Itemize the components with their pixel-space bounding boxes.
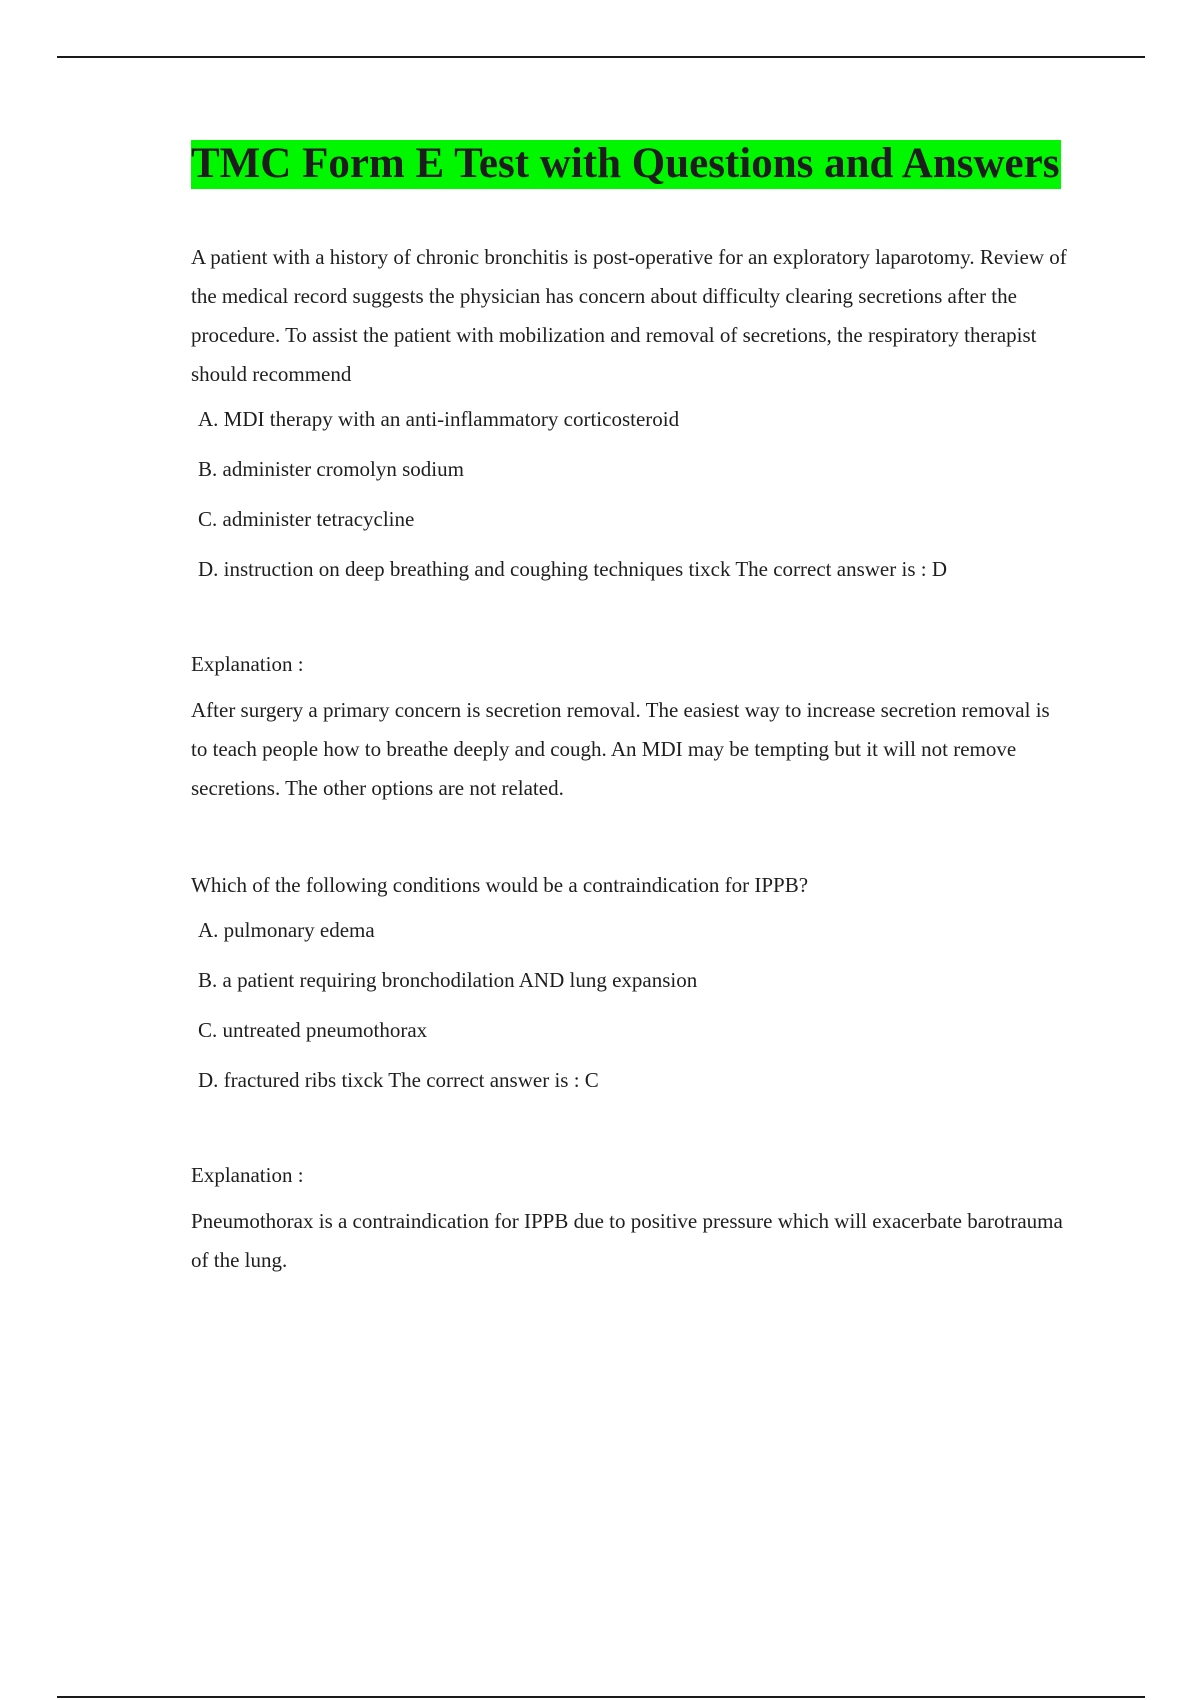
document-title-text: TMC Form E Test with Questions and Answers	[191, 140, 1060, 187]
question-1-option-a: A. MDI therapy with an anti-inflammatory corticosteroid	[198, 407, 680, 431]
question-2-option-a: A. pulmonary edema	[198, 918, 375, 942]
question-2-option-b: B. a patient requiring bronchodilation AND lung expansion	[198, 968, 698, 992]
question-2-text: Which of the following conditions would be a contraindication for IPPB?	[191, 873, 809, 897]
question-2-explanation-label: Explanation :	[191, 1163, 304, 1187]
document-title	[191, 138, 1071, 190]
bottom-rule	[57, 1696, 1145, 1698]
question-1-option-b: B. administer cromolyn sodium	[198, 457, 464, 481]
question-block-1	[191, 238, 1071, 808]
question-2-explanation: Pneumothorax is a contraindication for IPPB due to positive pressure which will exacerbate barotrauma of the lung.	[191, 1209, 1063, 1272]
question-1-option-d: D. instruction on deep breathing and coughing techniques tixck The correct answer is : D	[198, 557, 947, 581]
document-body	[191, 138, 1071, 1280]
question-block-2	[191, 866, 1071, 1280]
top-rule	[57, 56, 1145, 58]
question-1-text: A patient with a history of chronic bronchitis is post-operative for an exploratory laparotomy. Review of the medical record suggests the physician has concern about difficulty clearing secretions after the procedure. To assist the patient with mobilization and removal of secretions, the respiratory therapist should recommend	[191, 245, 1067, 386]
question-2-option-c: C. untreated pneumothorax	[198, 1018, 428, 1042]
question-1-explanation-label: Explanation :	[191, 652, 304, 676]
question-2-option-d: D. fractured ribs tixck The correct answer is : C	[198, 1068, 599, 1092]
question-1-option-c: C. administer tetracycline	[198, 507, 415, 531]
question-1-explanation: After surgery a primary concern is secretion removal. The easiest way to increase secretion removal is to teach people how to breathe deeply and cough. An MDI may be tempting but it will not remove secretions. The other options are not related.	[191, 698, 1050, 800]
